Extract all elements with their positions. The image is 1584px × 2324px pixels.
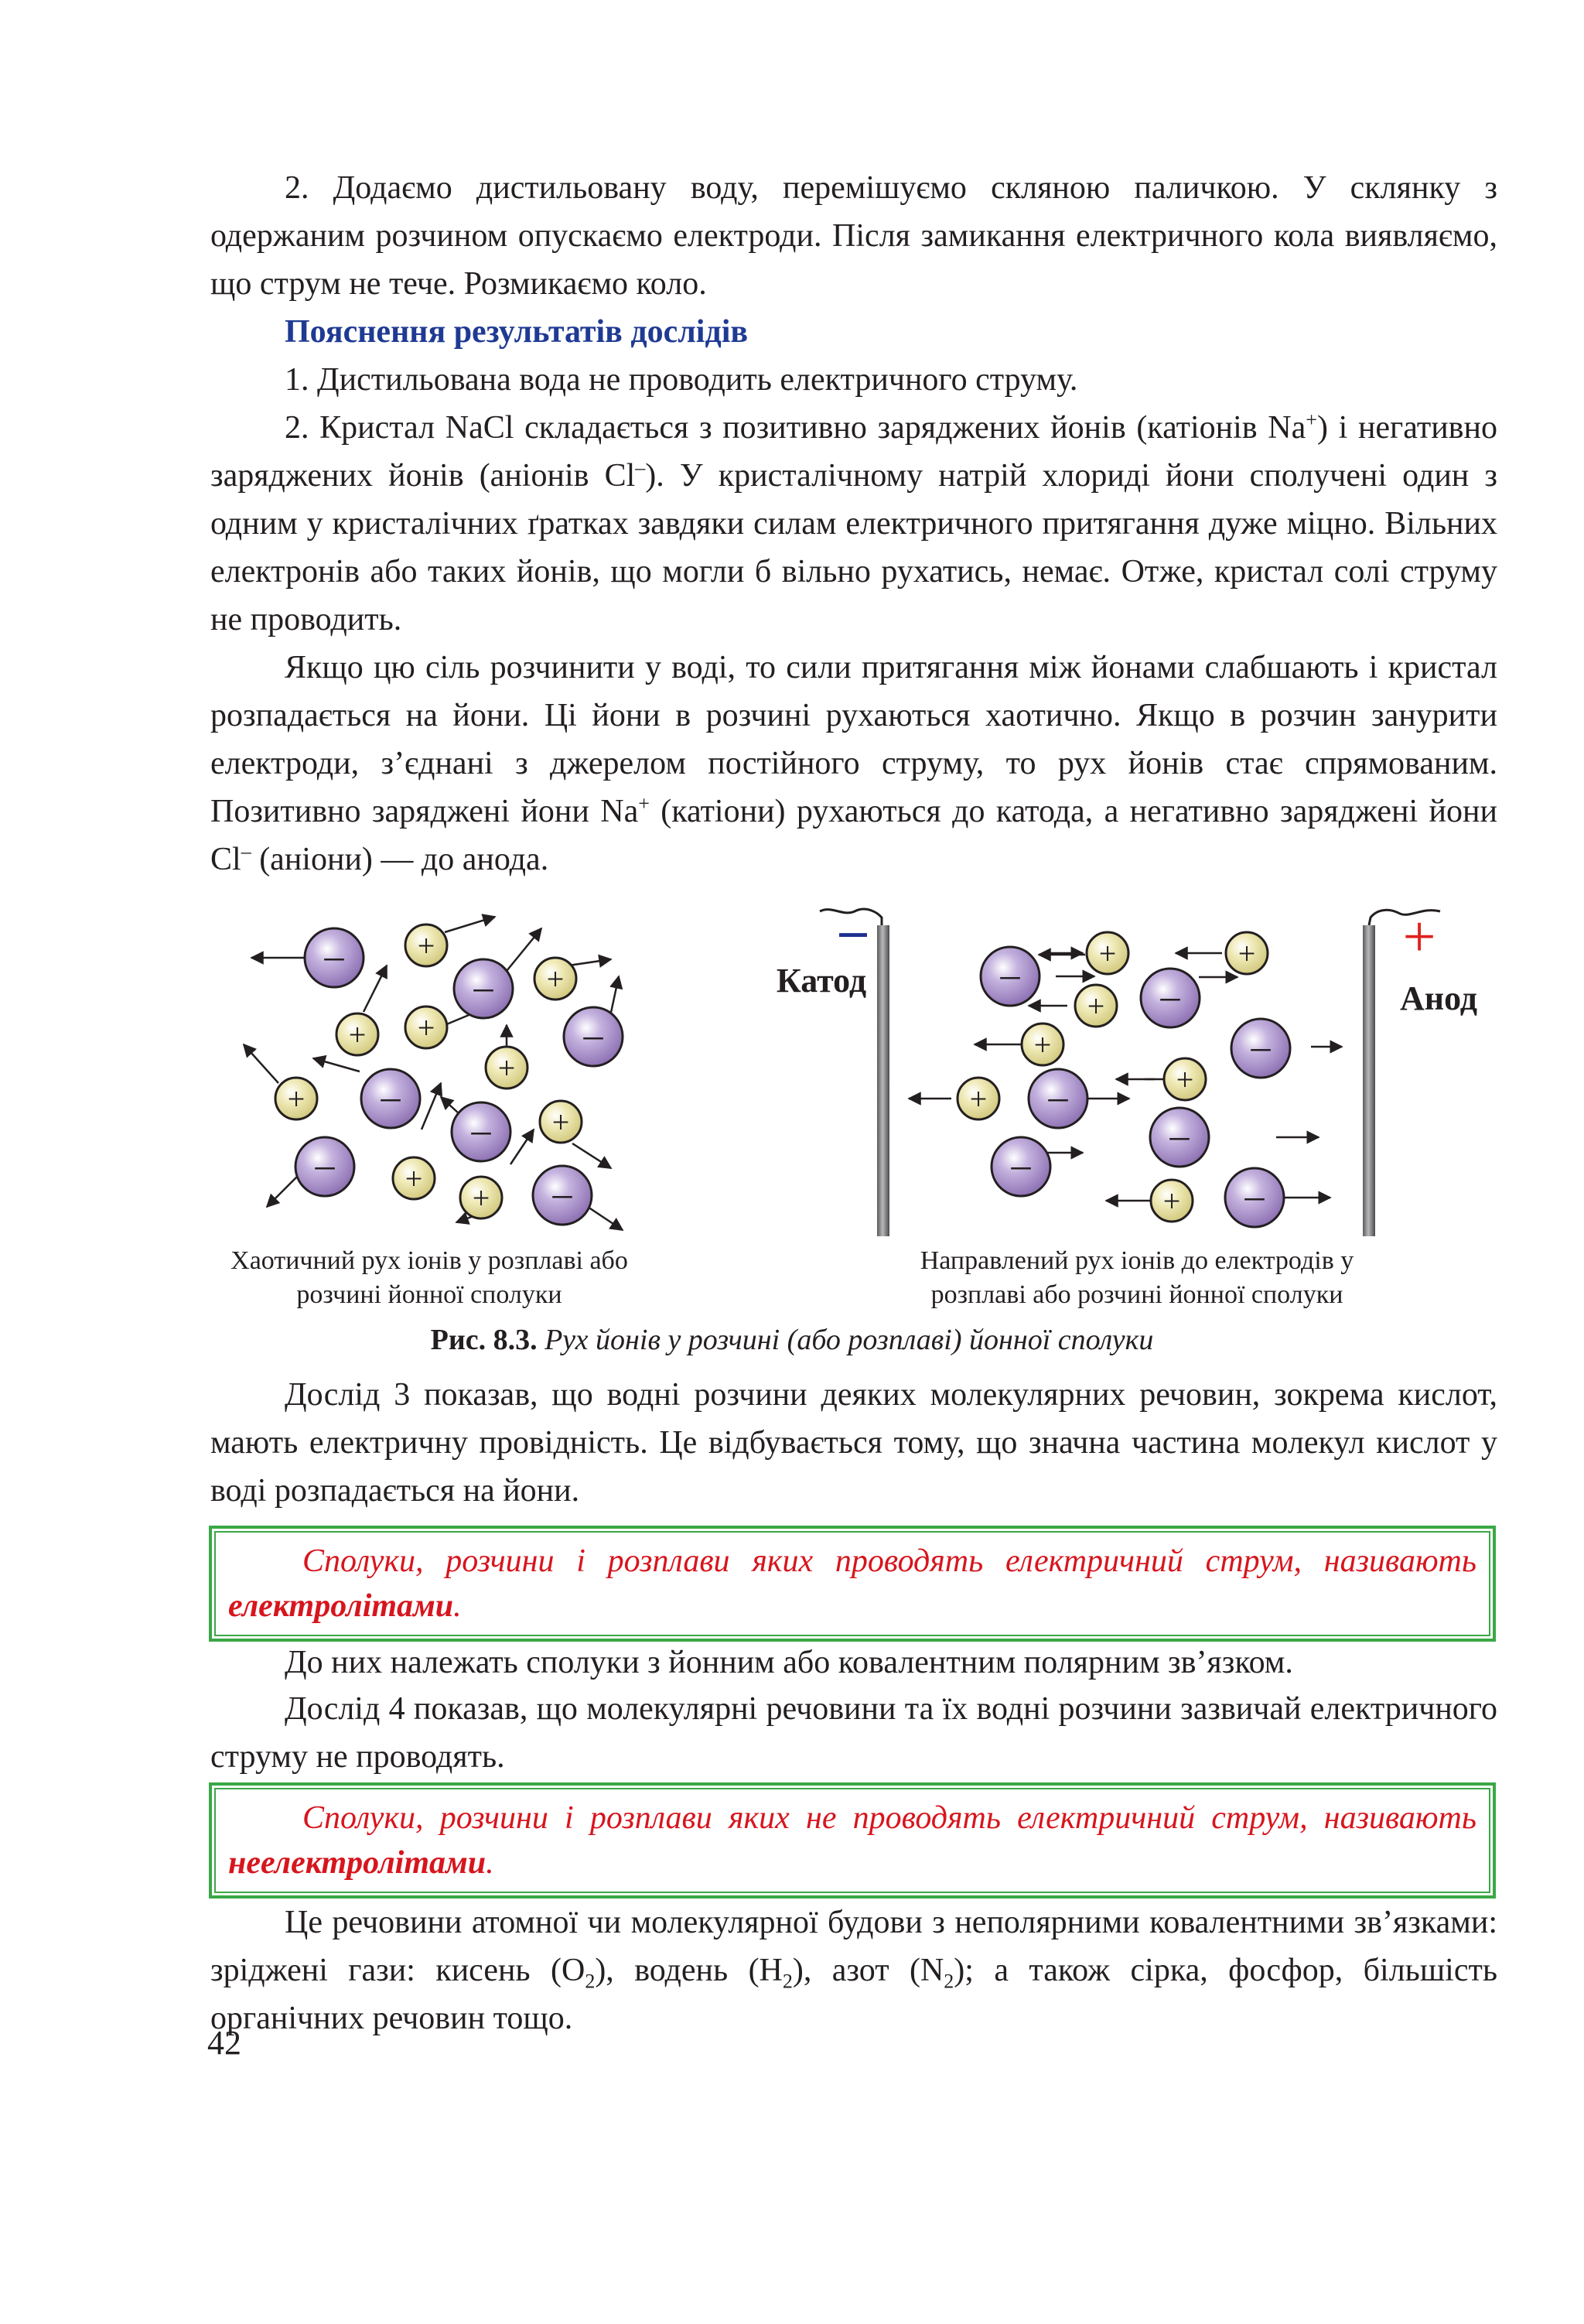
svg-text:–: – (324, 934, 344, 977)
svg-text:+: + (1238, 936, 1256, 971)
paragraph-experiment-4: Дослід 4 показав, що молекулярні речовини та їх водні розчини зазвичай електричного струму не проводять. (210, 1691, 1497, 1775)
figure-title-text: Рух йонів у розчині (або розплаві) йонної сполуки (544, 1324, 1154, 1356)
svg-text:–: – (1160, 974, 1180, 1017)
svg-text:+: + (1176, 1062, 1194, 1097)
anion (295, 1137, 354, 1196)
paragraph-experiment-3: Дослід 3 показав, що водні розчини деяких молекулярних речовин, зокрема кислот, мають електричну провідність. Це відбувається тому, що значна частина молекул кислот у воді розпадається на йони. (210, 1377, 1497, 1509)
text-run: ); а також сірка, фосфор, більшість органічних речовин тощо. (210, 1953, 1497, 2036)
cation (405, 924, 447, 966)
anion (305, 928, 364, 987)
svg-text:+: + (417, 928, 435, 963)
cathode-label: Катод (776, 962, 867, 1000)
motion-arrow (422, 1083, 441, 1130)
anion (992, 1137, 1050, 1196)
svg-text:+: + (1087, 989, 1105, 1024)
svg-text:+: + (287, 1082, 306, 1116)
subscript: 2 (944, 1970, 954, 1993)
text-run: (катіони) рухаються до катода, а негативно заряджені йони Cl (210, 794, 1497, 877)
motion-arrow (572, 1143, 611, 1168)
definition-run: . (453, 1588, 462, 1624)
definition-term: неелектролітами (228, 1845, 486, 1881)
page-number: 42 (207, 2024, 241, 2062)
svg-text:–: – (1169, 1113, 1190, 1157)
right-figure-caption (866, 1244, 1408, 1312)
paragraph-step-2: 2. Додаємо дистильовану воду, перемішуємо скляною паличкою. У склянку з одержаним розчином опускаємо електроди. Після замикання електричного кола виявляємо, що струм не тече. Розмикаємо коло. (210, 170, 1497, 302)
cation (1164, 1058, 1206, 1100)
definition-text (214, 1788, 1490, 1893)
text-run: Це речовини атомної чи молекулярної будови з неполярними ковалентними зв’язками: зріджені гази: кисень (O (210, 1905, 1497, 1988)
figure-title (0, 1323, 1584, 1357)
definition-box-nonelectrolytes (209, 1782, 1496, 1899)
definition-run: Сполуки, розчини і розплави яких проводять електричний струм, називають (302, 1543, 1476, 1579)
svg-text:–: – (471, 1108, 491, 1151)
svg-text:–: – (1251, 1024, 1271, 1068)
superscript: – (635, 456, 646, 479)
anion (1231, 1019, 1290, 1078)
anion (361, 1069, 420, 1128)
text-run: ). У кристалічному натрій хлориді йони сполучені один з одним у кристалічних ґратках завдяки силам електричного притягання дуже міцно. Вільних електронів або таких йонів, що могли б вільно рухатись, немає. Отже, кристал солі струму не проводить. (210, 458, 1497, 637)
text-run: ), азот (N (792, 1953, 944, 1988)
cation (534, 958, 576, 1000)
anion (454, 959, 513, 1018)
paragraph-bond-types: До них належать сполуки з йонним або ковалентним полярним зв’язком. (285, 1645, 1293, 1680)
definition-run: . (486, 1845, 494, 1881)
cation (275, 1078, 317, 1119)
text-run: 2. Кристал NaCl складається з позитивно заряджених йонів (катіонів Na (285, 410, 1306, 446)
cation (1075, 985, 1117, 1027)
definition-box-electrolytes (209, 1526, 1496, 1642)
svg-text:+: + (405, 1161, 423, 1196)
svg-text:–: – (381, 1075, 401, 1118)
svg-text:+: + (472, 1181, 490, 1215)
text-run: ), водень (H (595, 1953, 783, 1988)
anion (452, 1102, 510, 1161)
svg-text:–: – (473, 965, 493, 1008)
motion-arrow (244, 1044, 278, 1083)
cation (1151, 1180, 1193, 1222)
cathode-electrode (877, 925, 889, 1236)
svg-text:+: + (417, 1010, 435, 1045)
svg-text:+: + (551, 1105, 570, 1140)
svg-text:–: – (1000, 952, 1020, 996)
superscript: + (1306, 408, 1317, 431)
cation (393, 1157, 435, 1199)
text-run: ) і негативно заряджених йонів (аніонів Cl (210, 410, 1497, 494)
svg-text:–: – (1048, 1075, 1068, 1118)
subscript: 2 (585, 1970, 596, 1993)
cation (958, 1078, 999, 1119)
definition-term: електролітами (228, 1588, 454, 1624)
svg-text:+: + (1033, 1027, 1052, 1062)
caption-line: Хаотичний рух іонів у розплаві або (230, 1246, 628, 1275)
anion (1225, 1168, 1284, 1227)
paragraph-result-2 (210, 404, 1497, 644)
motion-arrow (568, 959, 611, 965)
svg-text:–: – (552, 1171, 572, 1215)
anion (981, 947, 1040, 1006)
section-heading: Пояснення результатів дослідів (285, 314, 749, 350)
motion-arrow (445, 917, 495, 932)
svg-text:+: + (497, 1051, 516, 1085)
svg-text:–: – (1244, 1174, 1265, 1217)
cation (336, 1013, 378, 1055)
motion-arrow (510, 1130, 534, 1164)
anion (1029, 1069, 1087, 1128)
left-figure-caption (197, 1244, 661, 1312)
svg-text:–: – (583, 1013, 603, 1056)
anion (533, 1166, 592, 1225)
svg-text:+: + (1098, 936, 1117, 971)
cation (1022, 1024, 1063, 1065)
superscript: – (241, 840, 251, 863)
caption-line: Направлений рух іонів до електродів у (920, 1246, 1354, 1275)
cathode-sign: – (839, 901, 867, 960)
subscript: 2 (782, 1970, 793, 1993)
paragraph-dissolution (210, 644, 1497, 883)
paragraph-result-1: 1. Дистильована вода не проводить електричного струму. (285, 362, 1078, 398)
definition-text (214, 1531, 1490, 1636)
text-run: Якщо цю сіль розчинити у воді, то сили притягання між йонами слабшають і кристал розпадається на йони. Ці йони в розчині рухаються хаотично. Якщо в розчин занурити електроди, з’єднані з джерелом постійного струму, то рух йонів стає спрямованим. Позитивно заряджені йони Na (210, 650, 1497, 829)
cation (405, 1006, 447, 1048)
directed-motion-panel (777, 901, 1477, 1236)
svg-text:–: – (1011, 1143, 1031, 1186)
svg-text:+: + (546, 962, 565, 996)
svg-text:–: – (315, 1143, 335, 1186)
svg-text:+: + (969, 1082, 988, 1116)
motion-arrow (313, 1058, 360, 1071)
chaotic-ions (275, 924, 623, 1225)
text-run: (аніони) — до анода. (251, 842, 549, 877)
cation (1087, 932, 1128, 974)
paragraph-nonelectrolyte-examples (210, 1899, 1497, 2042)
motion-arrow (364, 965, 387, 1012)
anode-sign: + (1402, 904, 1436, 969)
cation (1226, 932, 1268, 974)
cation (486, 1047, 527, 1089)
anode-label: Анод (1399, 979, 1478, 1017)
figure-number: Рис. 8.3. (430, 1324, 538, 1356)
caption-line: розчині йонної сполуки (296, 1280, 562, 1309)
anode-electrode (1363, 925, 1375, 1236)
cation (540, 1101, 582, 1143)
anion (1141, 969, 1200, 1027)
cation (460, 1177, 502, 1218)
svg-text:+: + (348, 1017, 367, 1052)
definition-run: Сполуки, розчини і розплави яких не проводять електричний струм, називають (302, 1800, 1476, 1836)
svg-text:+: + (1162, 1184, 1181, 1218)
motion-arrow (588, 1207, 623, 1230)
anion (1150, 1108, 1209, 1167)
caption-line: розплаві або розчині йонної сполуки (930, 1280, 1343, 1309)
motion-arrow (507, 928, 541, 971)
anion (564, 1007, 623, 1066)
superscript: + (638, 792, 650, 815)
